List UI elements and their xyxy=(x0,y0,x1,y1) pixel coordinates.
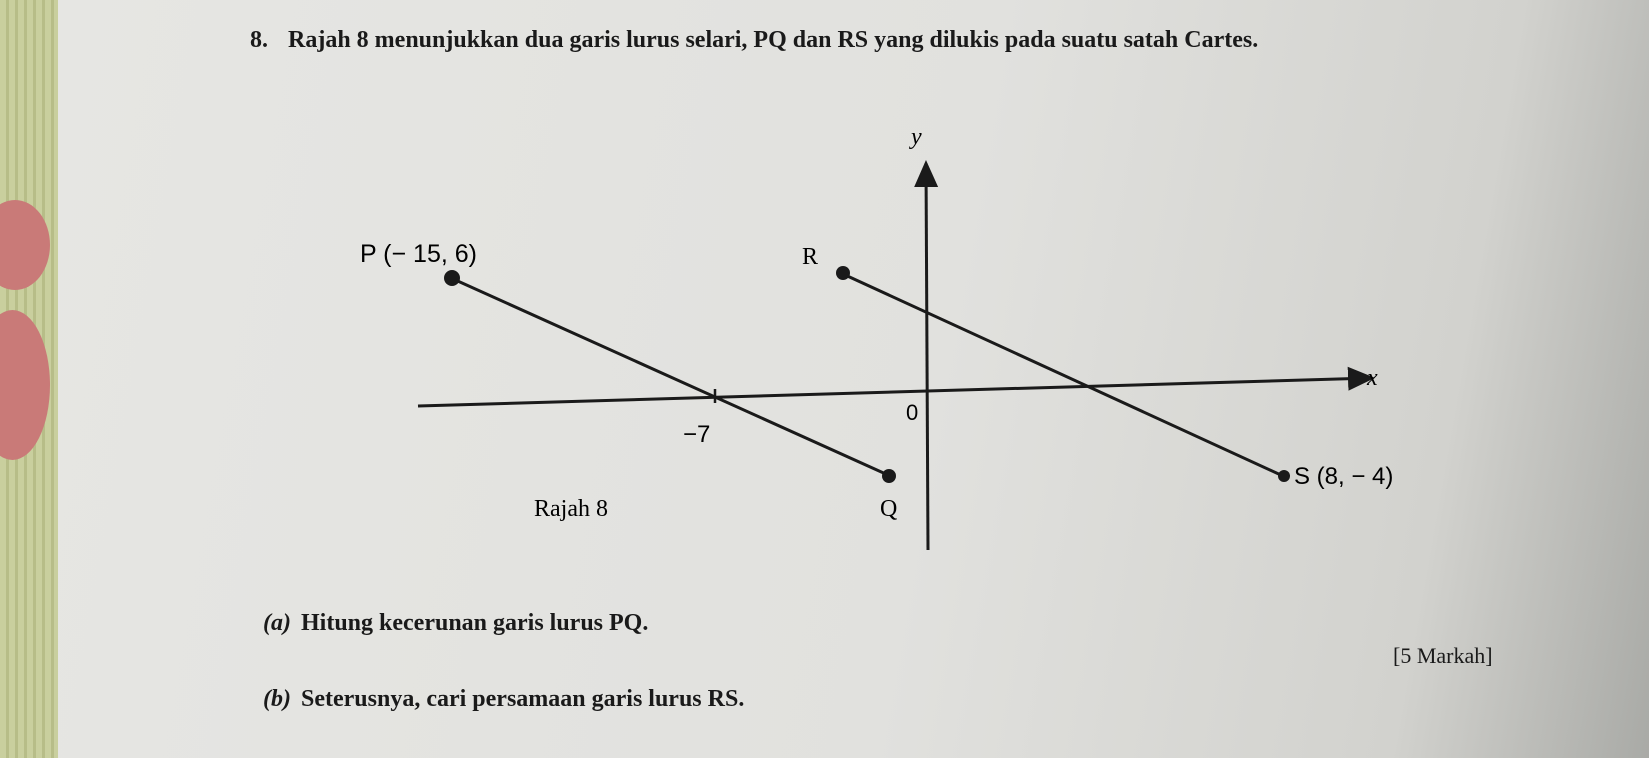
point-s-label: S (8, − 4) xyxy=(1294,463,1394,490)
line-pq xyxy=(451,278,888,475)
point-p-dot xyxy=(444,270,460,286)
point-r-label: R xyxy=(802,244,819,270)
part-a-text: Hitung kecerunan garis lurus PQ. xyxy=(300,610,649,636)
part-b xyxy=(263,686,744,713)
question-text: Rajah 8 menunjukkan dua garis lurus selari, PQ dan RS yang dilukis pada suatu satah Cartes. xyxy=(288,27,1259,53)
x-axis xyxy=(418,378,1372,406)
point-s-dot xyxy=(1278,470,1290,482)
point-q-dot xyxy=(882,469,896,483)
question-number: 8. xyxy=(250,27,268,53)
marks-label: [5 Markah] xyxy=(1393,643,1493,668)
point-q-label: Q xyxy=(880,496,898,522)
x-axis-label: x xyxy=(1367,365,1378,391)
line-rs xyxy=(843,274,1283,476)
part-b-label: (b) xyxy=(263,686,291,712)
diagram-caption: Rajah 8 xyxy=(534,496,608,522)
part-b-text: Seterusnya, cari persamaan garis lurus RS. xyxy=(300,686,745,712)
point-p-label: P (− 15, 6) xyxy=(360,240,477,268)
origin-label: 0 xyxy=(906,400,919,425)
point-r-dot xyxy=(836,266,850,280)
x-intercept-label: −7 xyxy=(683,421,711,448)
part-a-label: (a) xyxy=(263,610,291,636)
y-axis-label: y xyxy=(911,124,922,150)
part-a xyxy=(263,610,648,637)
y-axis xyxy=(926,163,928,550)
